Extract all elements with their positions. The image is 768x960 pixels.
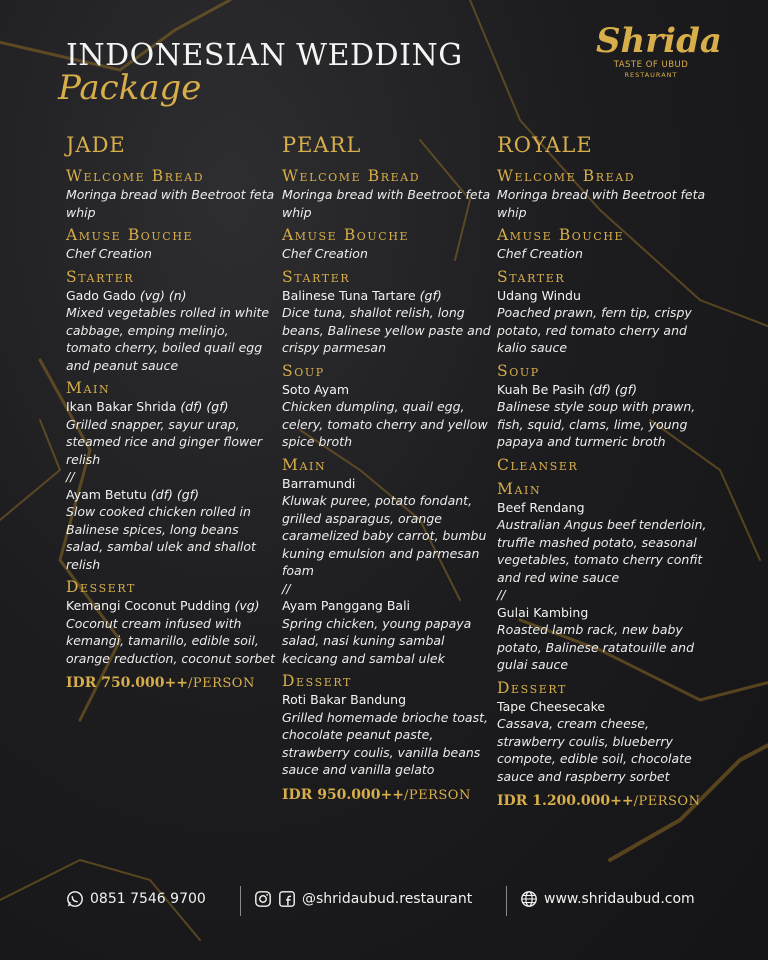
package-name: JADE: [66, 133, 126, 157]
dish-name: Gado Gado: [66, 287, 136, 303]
whatsapp-icon: [66, 890, 84, 908]
dish-name-line: [282, 597, 492, 615]
dish-description: Coconut cream infused with kemangi, tamarillo, edible soil, orange reduction, coconut sorbet: [66, 615, 276, 666]
section-heading: Soup: [282, 361, 325, 380]
menu-section: [497, 361, 719, 451]
section-heading: Amuse Bouche: [66, 226, 194, 244]
menu-section: [497, 678, 719, 786]
dish-name: Balinese Tuna Tartare: [282, 287, 416, 303]
phone-contact[interactable]: [66, 890, 206, 908]
dish-description: Spring chicken, young papaya salad, nasi kuning sambal kecicang and sambal ulek: [282, 615, 472, 666]
menu-section: [66, 378, 276, 573]
dish-description: Roasted lamb rack, new baby potato, Balinese ratatouille and gulai sauce: [497, 622, 695, 672]
menu-section: [66, 225, 276, 263]
logo-sub: RESTAURANT: [624, 71, 678, 79]
price-amount: IDR 1.200.000++: [497, 793, 634, 809]
dish-description: Australian Angus beef tenderloin, truffle mashed potato, seasonal vegetables, tomato cherry confit and red wine sauce: [497, 517, 707, 585]
dish-name: Beef Rendang: [497, 499, 585, 515]
dish-name-line: [282, 381, 492, 399]
dish-description: Grilled snapper, sayur urap, steamed rice and ginger flower relish: [66, 416, 263, 467]
dietary-tags: (df) (gf): [146, 486, 199, 502]
dish-name: Tape Cheesecake: [497, 698, 606, 714]
dish-name-line: [66, 287, 276, 305]
dish-description: Kluwak puree, potato fondant, grilled asparagus, orange caramelized baby carrot, bumbu kuning emulsion and parmesan foam: [282, 493, 487, 578]
dish-description: Cassava, cream cheese, strawberry coulis, blueberry compote, edible soil, chocolate sauce and raspberry sorbet: [497, 716, 692, 784]
page-subtitle: Package: [58, 68, 202, 108]
dish-name: Ayam Betutu: [66, 486, 147, 502]
section-heading: Dessert: [66, 578, 136, 596]
section-heading: Amuse Bouche: [282, 226, 410, 244]
dish-name: Kuah Be Pasih: [497, 381, 585, 397]
section-heading: Welcome Bread: [497, 167, 636, 185]
menu-section: [497, 166, 719, 221]
menu-section: [282, 225, 492, 263]
price-amount: IDR 950.000++: [282, 786, 404, 803]
dish-description: Mixed vegetables rolled in white cabbage, emping melinjo, tomato cherry, boiled quail egg and peanut sauce: [66, 305, 270, 373]
logo-tagline: TASTE OF UBUD: [613, 60, 689, 70]
dietary-tags: (df) (gf): [584, 381, 637, 397]
menu-section: [66, 577, 276, 667]
dish-name-line: [66, 597, 276, 615]
package-price: [282, 787, 492, 803]
package-price: [497, 793, 719, 809]
dish-description: Moringa bread with Beetroot feta whip: [66, 187, 275, 220]
dish-name-line: [497, 499, 719, 517]
package-name: PEARL: [282, 133, 362, 157]
dietary-tags: (df) (gf): [176, 399, 229, 414]
item-separator: //: [66, 469, 75, 484]
dish-description: Moringa bread with Beetroot feta whip: [282, 187, 491, 220]
menu-section: [497, 267, 719, 357]
dietary-tags: (vg): [230, 598, 260, 613]
dish-name-line: [282, 475, 492, 493]
section-heading: Main: [66, 379, 111, 397]
section-heading: Main: [497, 479, 542, 498]
dish-description: Chicken dumpling, quail egg, celery, tomato cherry and yellow spice broth: [282, 399, 488, 449]
section-heading: Amuse Bouche: [497, 226, 625, 244]
menu-section: [282, 166, 492, 221]
menu-section: [282, 671, 492, 779]
phone-number: 0851 7546 9700: [90, 891, 206, 907]
package-name: ROYALE: [497, 133, 593, 157]
contact-footer: [0, 882, 768, 918]
dish-name: Ikan Bakar Shrida: [66, 399, 177, 414]
section-heading: Dessert: [282, 672, 352, 690]
item-separator: //: [497, 587, 506, 602]
dish-name-line: [497, 287, 719, 305]
dish-description: Balinese style soup with prawn, fish, squid, clams, lime, young papaya and turmeric broth: [497, 399, 696, 449]
menu-section: [282, 455, 492, 668]
dish-description: Chef Creation: [66, 246, 152, 261]
dish-description: Chef Creation: [497, 246, 583, 261]
logo-brand: Shrida: [596, 21, 722, 61]
dish-name: Gulai Kambing: [497, 604, 589, 620]
dish-description: Chef Creation: [282, 246, 368, 261]
footer-divider: [240, 886, 241, 916]
dish-name: Ayam Panggang Bali: [282, 598, 411, 613]
dish-description: Dice tuna, shallot relish, long beans, Balinese yellow paste and crispy parmesan: [282, 305, 491, 355]
dish-name-line: [282, 691, 492, 709]
package-jade: [66, 132, 276, 691]
package-price: [66, 675, 276, 691]
menu-section: [282, 267, 492, 357]
dish-name: Kemangi Coconut Pudding: [66, 598, 231, 613]
price-unit: /PERSON: [633, 794, 701, 809]
price-unit: /PERSON: [187, 676, 255, 691]
dish-name-line: [497, 698, 719, 716]
social-contact[interactable]: [254, 890, 472, 908]
section-heading: Welcome Bread: [66, 167, 205, 185]
section-heading: Main: [282, 455, 327, 474]
menu-section: [497, 479, 719, 674]
dish-name-line: [282, 287, 492, 305]
instagram-icon: [254, 890, 272, 908]
package-pearl: [282, 132, 492, 803]
section-heading: Starter: [282, 267, 351, 286]
package-royale: [497, 132, 719, 809]
section-heading: Starter: [497, 267, 566, 286]
website-url: www.shridaubud.com: [544, 891, 695, 907]
footer-divider: [506, 886, 507, 916]
dish-description: Grilled homemade brioche toast, chocolate peanut paste, strawberry coulis, vanilla beans sauce and vanilla gelato: [282, 709, 488, 777]
dish-name-line: [497, 604, 719, 622]
menu-section: [497, 455, 719, 475]
social-handle: @shridaubud.restaurant: [302, 891, 473, 907]
page-title: INDONESIAN WEDDING: [66, 38, 463, 73]
menu-section: [66, 166, 276, 221]
menu-section: [497, 225, 719, 263]
price-amount: IDR 750.000++: [66, 675, 188, 691]
dish-description: Moringa bread with Beetroot feta whip: [497, 187, 706, 220]
price-unit: /PERSON: [403, 787, 471, 803]
dietary-tags: (vg) (n): [135, 287, 187, 303]
menu-section: [66, 267, 276, 375]
section-heading: Dessert: [497, 678, 567, 697]
dish-name-line: [66, 486, 276, 504]
dish-description: Slow cooked chicken rolled in Balinese spices, long beans salad, sambal ulek and shallot relish: [66, 504, 256, 572]
dish-name: Soto Ayam: [282, 381, 350, 397]
website-contact[interactable]: [520, 890, 695, 908]
item-separator: //: [282, 580, 291, 596]
facebook-icon: [278, 890, 296, 908]
dish-name-line: [497, 381, 719, 399]
dish-description: Poached prawn, fern tip, crispy potato, red tomato cherry and kalio sauce: [497, 305, 692, 355]
dish-name: Barramundi: [282, 475, 356, 491]
dish-name-line: [66, 398, 276, 416]
globe-icon: [520, 890, 538, 908]
restaurant-logo: [596, 21, 722, 96]
section-heading: Soup: [497, 361, 540, 380]
dish-name: Roti Bakar Bandung: [282, 692, 407, 707]
section-heading: Welcome Bread: [282, 167, 421, 185]
menu-section: [282, 361, 492, 451]
dietary-tags: (gf): [415, 287, 442, 303]
section-heading: Cleanser: [497, 455, 579, 474]
section-heading: Starter: [66, 267, 135, 286]
dish-name: Udang Windu: [497, 287, 581, 303]
